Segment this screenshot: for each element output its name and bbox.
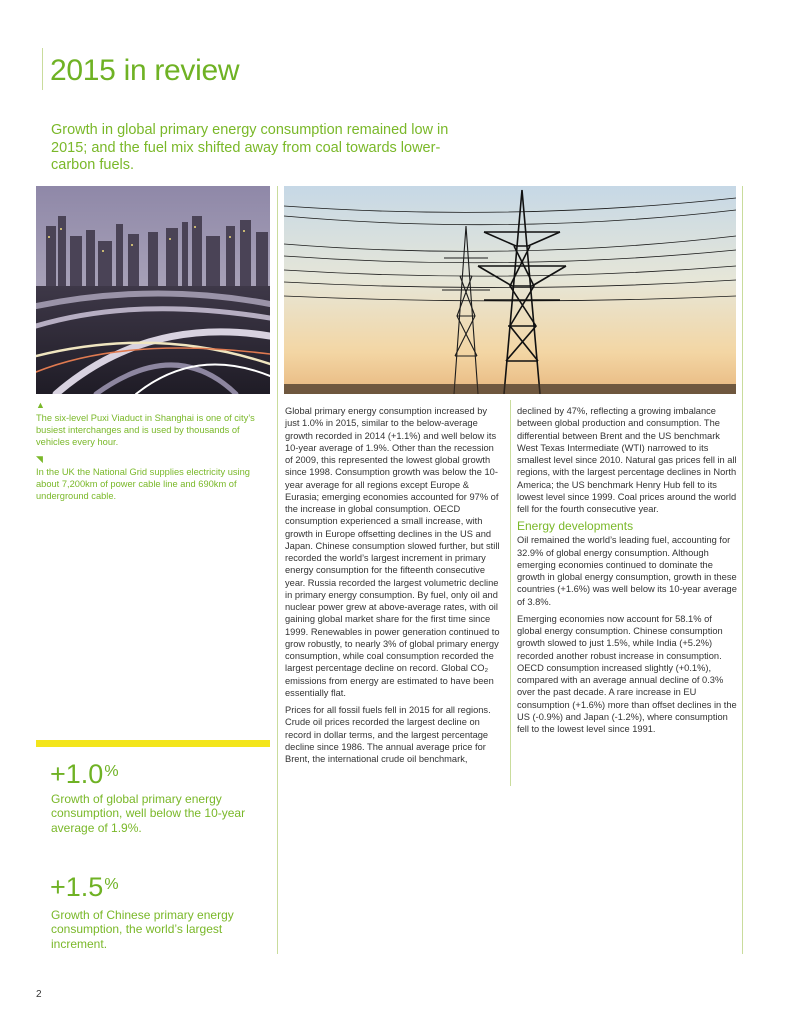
column-rule-3: [742, 186, 743, 954]
page-subtitle: Growth in global primary energy consumption remained low in 2015; and the fuel mix shifted away from coal towards lower-carbon fuels.: [51, 122, 449, 174]
body-column-1: [285, 405, 503, 770]
column1-paragraph-2: Prices for all fossil fuels fell in 2015 for all regions. Crude oil prices recorded the largest decline on record in dollar terms, and the largest percentage decline since 1986. The annual average price for Brent, the international crude oil benchmark,: [285, 705, 491, 764]
viaduct-caption: The six-level Puxi Viaduct in Shanghai is one of city’s busiest interchanges and is used by thousands of vehicles every hour.: [36, 413, 255, 448]
caption-left-arrow-icon: ◥: [36, 454, 43, 464]
column2-paragraph-2: Oil remained the world’s leading fuel, accounting for 32.9% of global energy consumption. Although emerging economies continued to dominate the growth in global energy consumption, growth in these countries (+1.6%) was well below its 10-year average of 3.8%.: [517, 535, 737, 607]
page-number: 2: [36, 989, 42, 1000]
shanghai-viaduct-photo: [36, 186, 270, 394]
power-pylon-photo: [284, 186, 736, 394]
stat-china-growth-text: Growth of Chinese primary energy consumption, the world’s largest increment.: [51, 908, 234, 951]
column1-paragraph-1: Global primary energy consumption increased by just 1.0% in 2015, similar to the below-average growth recorded in 2014 (+1.1%) and well below its 10-year average of 1.9%. Other than the recession of 2009, this represented the lowest global growth since 1998. Consumption growth was below the 10-year average for all regions except Europe & Eurasia; emerging economies accounted for 97% of the increase in global consumption. OECD consumption experienced a small increase, with growth in Europe offsetting declines in the US and Japan. Chinese consumption slowed further, but still recorded the world’s largest increment in primary energy consumption for the fifteenth consecutive year. Russia recorded the largest volumetric decline in primary energy consumption. By fuel, only oil and nuclear power grew at above-average rates, with oil gaining global market share for the first time since 1999. Renewables in power generation continued to grow robustly, to nearly 3% of global primary energy consumption, while coal consumption recorded the largest percentage decline on record. Global CO₂ emissions from energy are estimated to have been essentially flat.: [285, 406, 500, 698]
stat-global-growth-value: [50, 760, 119, 788]
stat-value-number: +1.0: [50, 759, 104, 789]
left-margin-rule: [42, 48, 43, 90]
stat-value-number: +1.5: [50, 872, 104, 902]
stat-china-growth-value: [50, 873, 119, 901]
body-column-2: [517, 405, 739, 740]
highlight-bar: [36, 740, 270, 747]
stat-value-unit: %: [104, 876, 119, 893]
column-rule-1: [277, 186, 278, 954]
caption-up-arrow-icon: ▲: [36, 400, 45, 410]
column-rule-2: [510, 400, 511, 786]
energy-developments-heading: Energy developments: [517, 519, 634, 534]
column2-paragraph-1: declined by 47%, reflecting a growing imbalance between global production and consumption. The differential between Brent and the US benchmark West Texas Intermediate (WTI) narrowed to its smallest level since 2010. Natural gas prices fell in all regions, with the largest percentage declines in North America; the US benchmark Henry Hub fell to its lowest level since 1999. Coal prices around the world fell for the fourth consecutive year.: [517, 406, 737, 514]
stat-value-unit: %: [104, 763, 119, 780]
stat-global-growth-text: Growth of global primary energy consumption, well below the 10-year average of 1.9%.: [51, 792, 246, 835]
column2-paragraph-3: Emerging economies now account for 58.1% of global energy consumption. Chinese consumption growth slowed to just 1.5%, while India (+5.2%) recorded another robust increase in consumption. OECD consumption increased slightly (+0.1%), compared with an average annual decline of 0.3% over the past decade. A rare increase in EU consumption (+1.6%) more than offset declines in the US (-0.9%) and Japan (-1.2%), where consumption fell to the lowest level since 1991.: [517, 613, 737, 734]
grid-caption: In the UK the National Grid supplies electricity using about 7,200km of power cable line and 690km of underground cable.: [36, 467, 250, 502]
page-title: 2015 in review: [50, 54, 240, 87]
